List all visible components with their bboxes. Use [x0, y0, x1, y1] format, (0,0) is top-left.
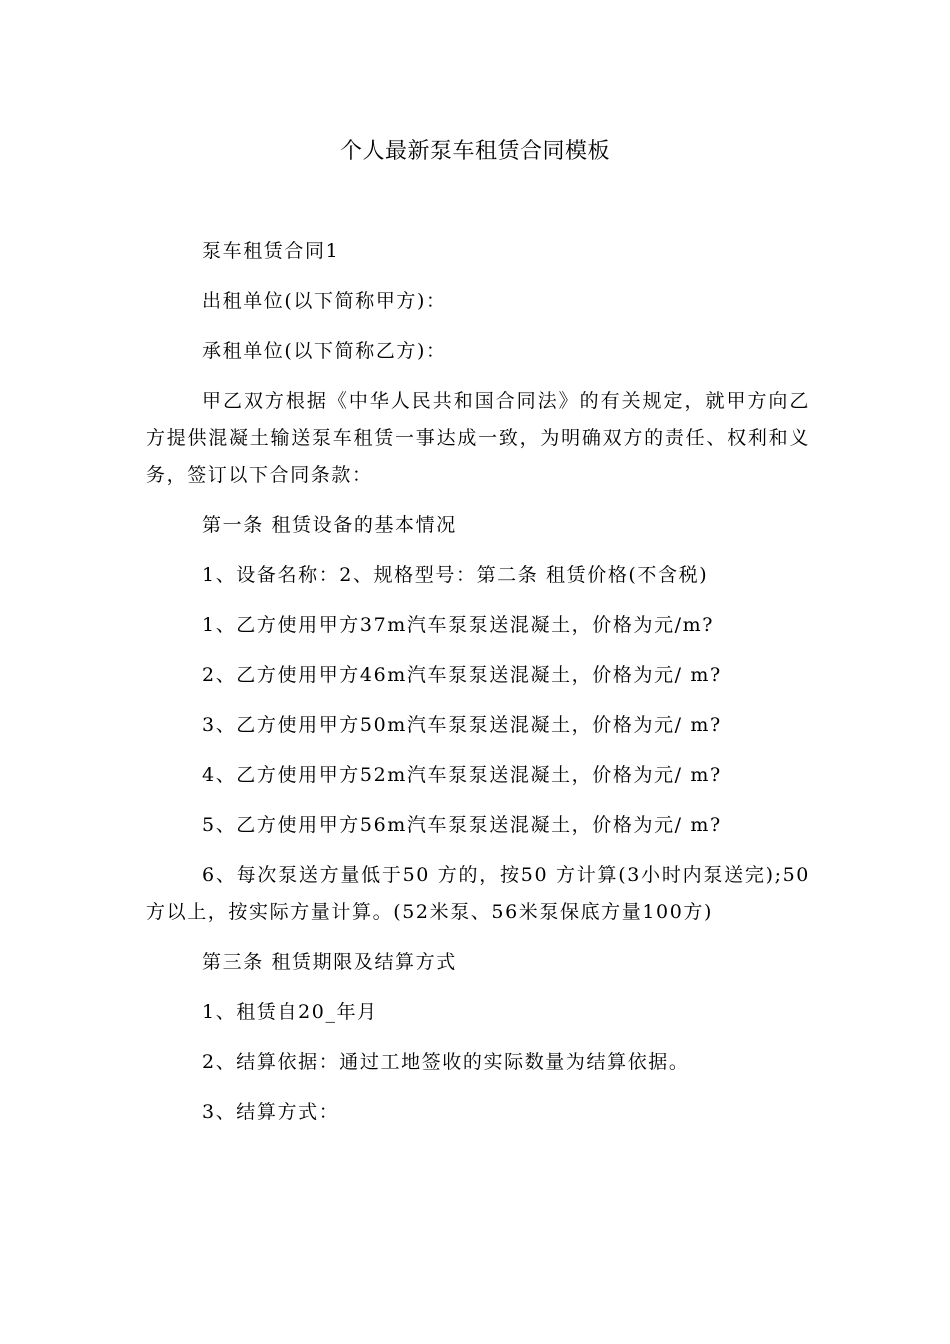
- paragraph-price-2: 2、乙方使用甲方46m汽车泵泵送混凝土，价格为元/ m?: [202, 664, 722, 686]
- paragraph-price-4: 4、乙方使用甲方52m汽车泵泵送混凝土，价格为元/ m?: [202, 764, 722, 786]
- document-title: 个人最新泵车租赁合同模板: [339, 139, 610, 164]
- paragraph-lessee: 承租单位(以下简称乙方)：: [202, 340, 447, 362]
- paragraph-preamble: 甲乙双方根据《中华人民共和国合同法》的有关规定，就甲方向乙方提供混凝土输送泵车租赁一事达成一致，为明确双方的责任、权利和义务，签订以下合同条款：: [146, 390, 810, 486]
- paragraph-term: 1、租赁自20_年月: [202, 1001, 378, 1023]
- document-body: [146, 233, 810, 1144]
- paragraph-price-5: 5、乙方使用甲方56m汽车泵泵送混凝土，价格为元/ m?: [202, 814, 722, 836]
- paragraph-price-6: 6、每次泵送方量低于50 方的，按50 方计算(3小时内泵送完);50方以上，按实际方量计算。(52米泵、56米泵保底方量100方): [146, 864, 810, 923]
- paragraph-contract-heading: 泵车租赁合同1: [202, 240, 340, 262]
- paragraph-lessor: 出租单位(以下简称甲方)：: [202, 290, 447, 312]
- paragraph-settlement-basis: 2、结算依据：通过工地签收的实际数量为结算依据。: [202, 1051, 690, 1073]
- paragraph-settlement-method: 3、结算方式：: [202, 1101, 340, 1123]
- paragraph-article-3: 第三条 租赁期限及结算方式: [202, 951, 457, 973]
- paragraph-price-1: 1、乙方使用甲方37m汽车泵泵送混凝土，价格为元/m?: [202, 614, 715, 636]
- paragraph-price-3: 3、乙方使用甲方50m汽车泵泵送混凝土，价格为元/ m?: [202, 714, 722, 736]
- paragraph-equipment: 1、设备名称：2、规格型号：第二条 租赁价格(不含税): [202, 564, 709, 586]
- paragraph-article-1: 第一条 租赁设备的基本情况: [202, 514, 457, 536]
